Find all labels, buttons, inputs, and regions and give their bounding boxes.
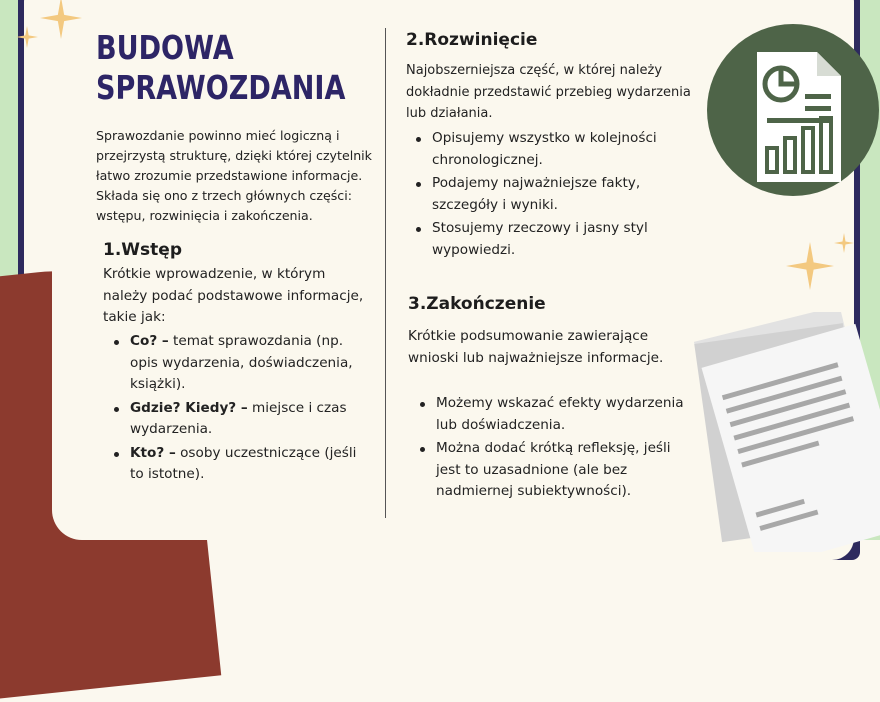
list-item-text: miejsce i czas wydarzenia. (130, 399, 347, 437)
list-item-term: Kto? – (130, 444, 176, 461)
sparkle-icon (40, 0, 82, 40)
list-item: Opisujemy wszystko w kolejności chronologicznej. (414, 128, 699, 171)
title-line-2: SPRAWOZDANIA (96, 68, 346, 107)
section-description-zakonczenie: Krótkie podsumowanie zawierające wnioski lub najważniejsze informacje. (408, 328, 664, 366)
intro-paragraph: Sprawozdanie powinno mieć logiczną i przejrzystą strukturę, dzięki której czytelnik łatwo zrozumie przedstawione informacje. Składa się ono z trzech głównych części: wstępu, rozwinięcia i zakończenia. (96, 128, 372, 223)
list-item-term: Gdzie? Kiedy? – (130, 399, 248, 416)
section-heading-wstep: 1.Wstęp (103, 240, 182, 260)
section-heading-zakonczenie: 3.Zakończenie (408, 294, 546, 314)
column-divider (385, 28, 386, 518)
report-document-icon (705, 22, 880, 198)
title-line-1: BUDOWA (96, 28, 234, 67)
sparkle-icon (834, 232, 854, 254)
rozwiniecie-list (414, 128, 699, 263)
section-heading-rozwiniecie: 2.Rozwinięcie (406, 30, 538, 50)
section-description-rozwiniecie: Najobszerniejsza część, w której należy dokładnie przedstawić przebieg wydarzenia lub działania. (406, 63, 691, 121)
list-item (112, 398, 374, 441)
list-item: Stosujemy rzeczowy i jasny styl wypowiedzi. (414, 218, 699, 261)
list-item (112, 331, 374, 396)
list-item: Podajemy najważniejsze fakty, szczegóły i wyniki. (414, 173, 699, 216)
sparkle-icon (786, 236, 834, 296)
zakonczenie-list (418, 393, 698, 505)
list-item: Możemy wskazać efekty wydarzenia lub doświadczenia. (418, 393, 698, 436)
list-item-text: osoby uczestniczące (jeśli to istotne). (130, 444, 357, 482)
paper-stack-icon (676, 312, 880, 552)
section-description-wstep: Krótkie wprowadzenie, w którym należy podać podstawowe informacje, takie jak: (103, 266, 364, 325)
page-title (96, 28, 345, 108)
wstep-list (112, 331, 374, 488)
list-item: Można dodać krótką refleksję, jeśli jest to uzasadnione (ale bez nadmiernej subiektywności). (418, 438, 698, 503)
list-item (112, 443, 374, 486)
sparkle-icon (16, 26, 38, 48)
list-item-term: Co? – (130, 333, 169, 349)
list-item-text: temat sprawozdania (np. opis wydarzenia, doświadczenia, książki). (130, 333, 353, 392)
